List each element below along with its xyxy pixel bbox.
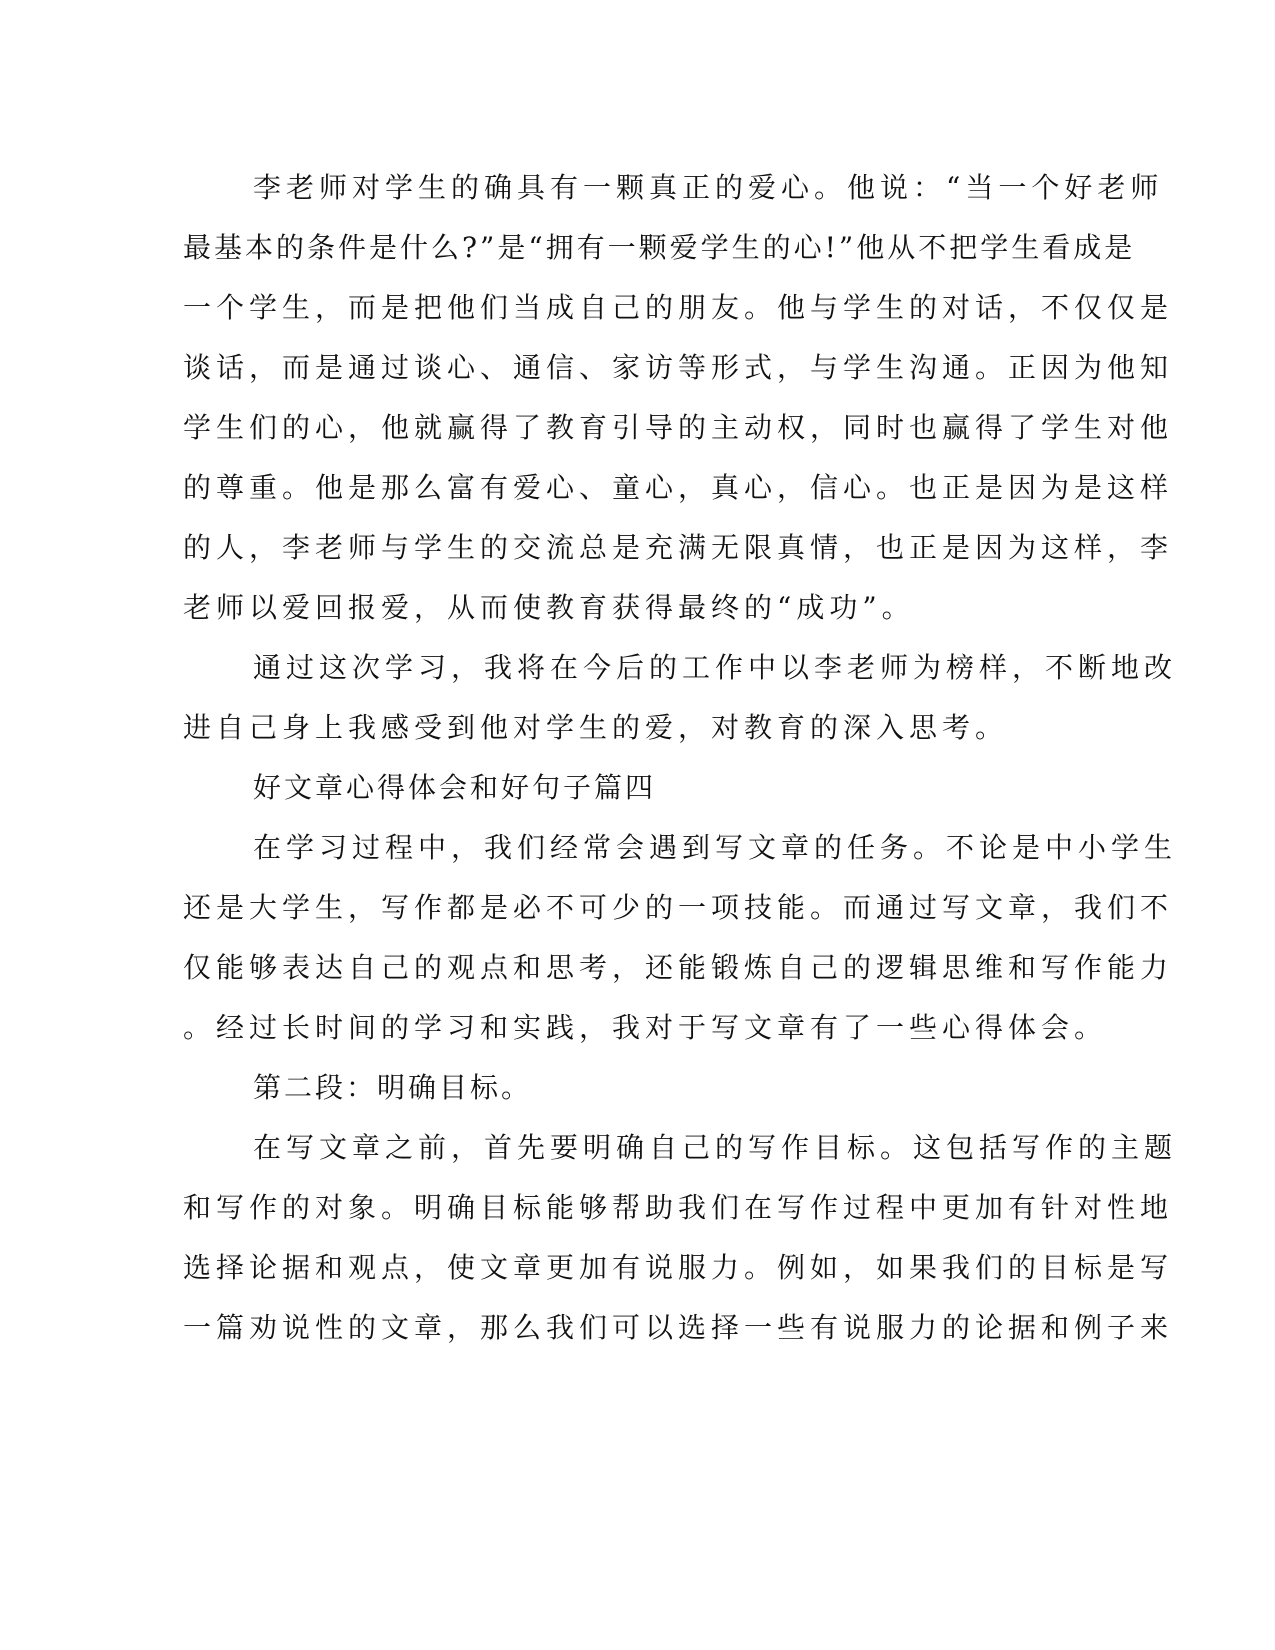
text-line: 谈话，而是通过谈心、通信、家访等形式，与学生沟通。正因为他知 xyxy=(183,351,1174,384)
text-line: 的人，李老师与学生的交流总是充满无限真情，也正是因为这样，李 xyxy=(183,531,1174,564)
text-line: 一篇劝说性的文章，那么我们可以选择一些有说服力的论据和例子来 xyxy=(183,1311,1174,1344)
text-line: 在学习过程中，我们经常会遇到写文章的任务。不论是中小学生 xyxy=(253,831,1178,864)
text-line: 进自己身上我感受到他对学生的爱，对教育的深入思考。 xyxy=(183,711,1009,744)
text-line: 老师以爱回报爱，从而使教育获得最终的“成功”。 xyxy=(183,591,915,624)
section-subheading xyxy=(183,1058,1033,1118)
text-line: 最基本的条件是什么?”是“拥有一颗爱学生的心!”他从不把学生看成是 xyxy=(183,231,1136,264)
text-line: 仅能够表达自己的观点和思考，还能锻炼自己的逻辑思维和写作能力 xyxy=(183,951,1174,984)
section-heading xyxy=(183,758,1033,818)
text-line: 一个学生，而是把他们当成自己的朋友。他与学生的对话，不仅仅是 xyxy=(183,291,1174,324)
paragraph-clear-goals xyxy=(183,1118,1178,1358)
paragraph-learning-reflection xyxy=(183,638,1178,758)
document-body xyxy=(183,158,1178,1358)
text-line: 和写作的对象。明确目标能够帮助我们在写作过程中更加有针对性地 xyxy=(183,1191,1174,1224)
text-line: 选择论据和观点，使文章更加有说服力。例如，如果我们的目标是写 xyxy=(183,1251,1174,1284)
text-line: 还是大学生，写作都是必不可少的一项技能。而通过写文章，我们不 xyxy=(183,891,1174,924)
subsection-title: 第二段：明确目标。 xyxy=(253,1071,533,1104)
text-line: 。经过长时间的学习和实践，我对于写文章有了一些心得体会。 xyxy=(183,1011,1108,1044)
text-line: 在写文章之前，首先要明确自己的写作目标。这包括写作的主题 xyxy=(253,1131,1178,1164)
paragraph-writing-intro xyxy=(183,818,1178,1058)
paragraph-li-teacher-love xyxy=(183,158,1174,638)
text-line: 学生们的心，他就赢得了教育引导的主动权，同时也赢得了学生对他 xyxy=(183,411,1174,444)
text-line: 的尊重。他是那么富有爱心、童心，真心，信心。也正是因为是这样 xyxy=(183,471,1174,504)
text-line: 通过这次学习，我将在今后的工作中以李老师为榜样，不断地改 xyxy=(253,651,1178,684)
text-line: 李老师对学生的确具有一颗真正的爱心。他说：“当一个好老师 xyxy=(253,171,1164,204)
section-title: 好文章心得体会和好句子篇四 xyxy=(253,771,657,804)
